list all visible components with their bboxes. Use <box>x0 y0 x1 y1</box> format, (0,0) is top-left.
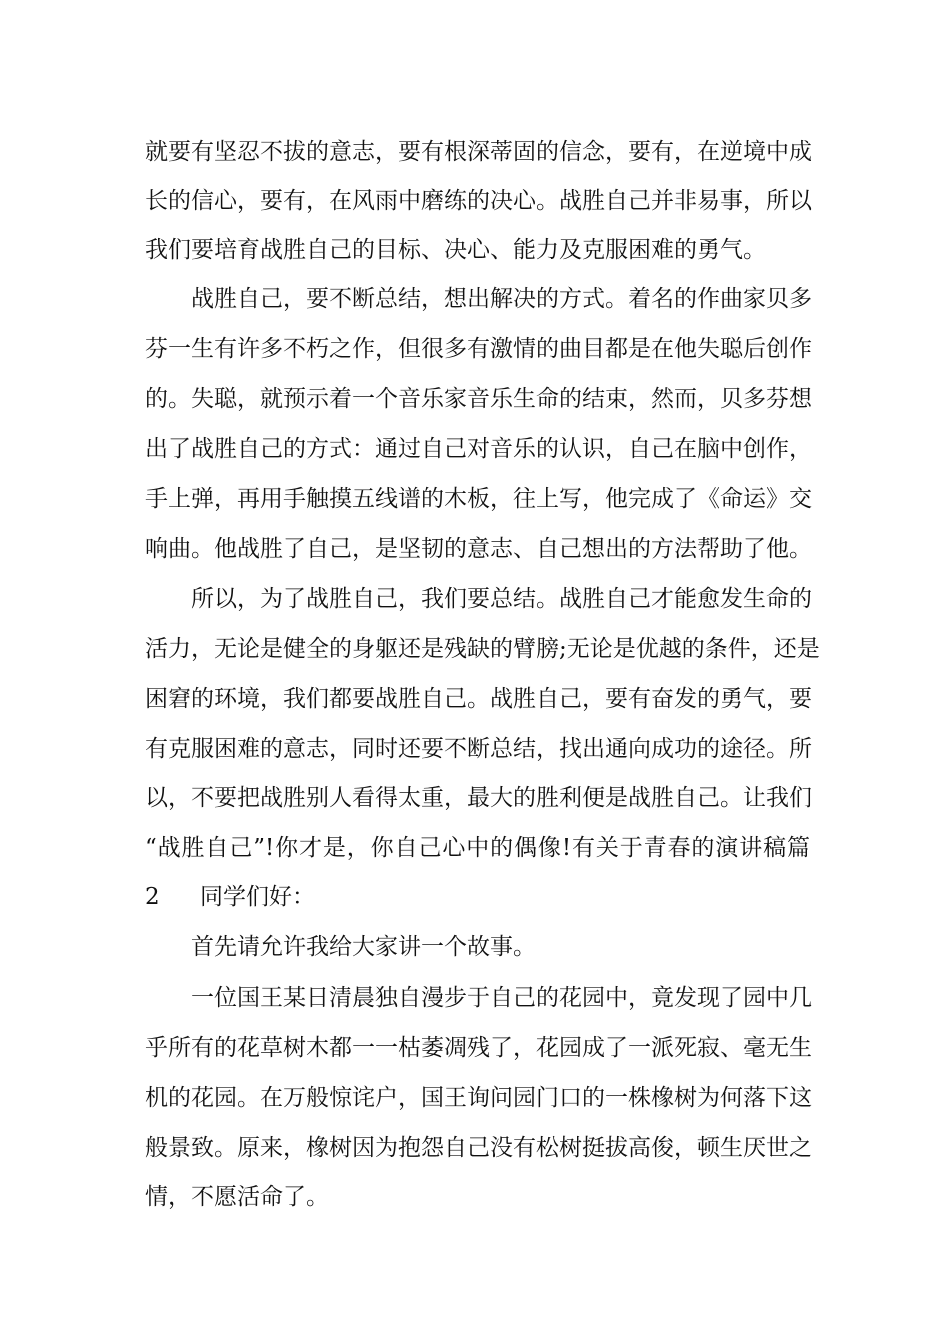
text-line: 我们要培育战胜自己的目标、决心、能力及克服困难的勇气。 <box>145 237 766 263</box>
paragraph-first-line: 首先请允许我给大家讲一个故事。 <box>191 934 536 960</box>
text-line: 情，不愿活命了。 <box>145 1184 329 1210</box>
text-line: “战胜自己”!你才是，你自己心中的偶像!有关于青春的演讲稿篇 <box>145 835 810 861</box>
section-number: 2 <box>145 884 160 910</box>
text-line: 活力，无论是健全的身躯还是残缺的臂膀;无论是优越的条件，还是 <box>145 636 820 662</box>
greeting-text: 同学们好： <box>200 884 315 910</box>
paragraph-first-line: 所以，为了战胜自己，我们要总结。战胜自己才能愈发生命的 <box>191 586 812 612</box>
paragraph-first-line: 战胜自己，要不断总结，想出解决的方式。着名的作曲家贝多 <box>191 286 812 312</box>
paragraph-first-line: 一位国王某日清晨独自漫步于自己的花园中，竟发现了园中几 <box>191 985 812 1011</box>
text-line: 手上弹，再用手触摸五线谱的木板，往上写，他完成了《命运》交 <box>145 486 812 512</box>
text-line: 困窘的环境，我们都要战胜自己。战胜自己，要有奋发的勇气，要 <box>145 686 812 712</box>
text-line: 有克服困难的意志，同时还要不断总结，找出通向成功的途径。所 <box>145 736 812 762</box>
text-line: 响曲。他战胜了自己，是坚韧的意志、自己想出的方法帮助了他。 <box>145 536 812 562</box>
text-line: 长的信心，要有，在风雨中磨练的决心。战胜自己并非易事，所以 <box>145 188 812 214</box>
text-line: 以，不要把战胜别人看得太重，最大的胜利便是战胜自己。让我们 <box>145 785 812 811</box>
text-line: 出了战胜自己的方式：通过自己对音乐的认识，自己在脑中创作， <box>145 436 812 462</box>
text-line: 乎所有的花草树木都一一枯萎凋残了，花园成了一派死寂、毫无生 <box>145 1035 812 1061</box>
text-line: 般景致。原来，橡树因为抱怨自己没有松树挺拔高俊，顿生厌世之 <box>145 1135 812 1161</box>
text-line: 的。失聪，就预示着一个音乐家音乐生命的结束，然而，贝多芬想 <box>145 386 812 412</box>
text-line: 机的花园。在万般惊诧户，国王询问园门口的一株橡树为何落下这 <box>145 1085 812 1111</box>
text-line: 芬一生有许多不朽之作，但很多有激情的曲目都是在他失聪后创作 <box>145 336 812 362</box>
text-line: 就要有坚忍不拔的意志，要有根深蒂固的信念，要有，在逆境中成 <box>145 139 812 165</box>
